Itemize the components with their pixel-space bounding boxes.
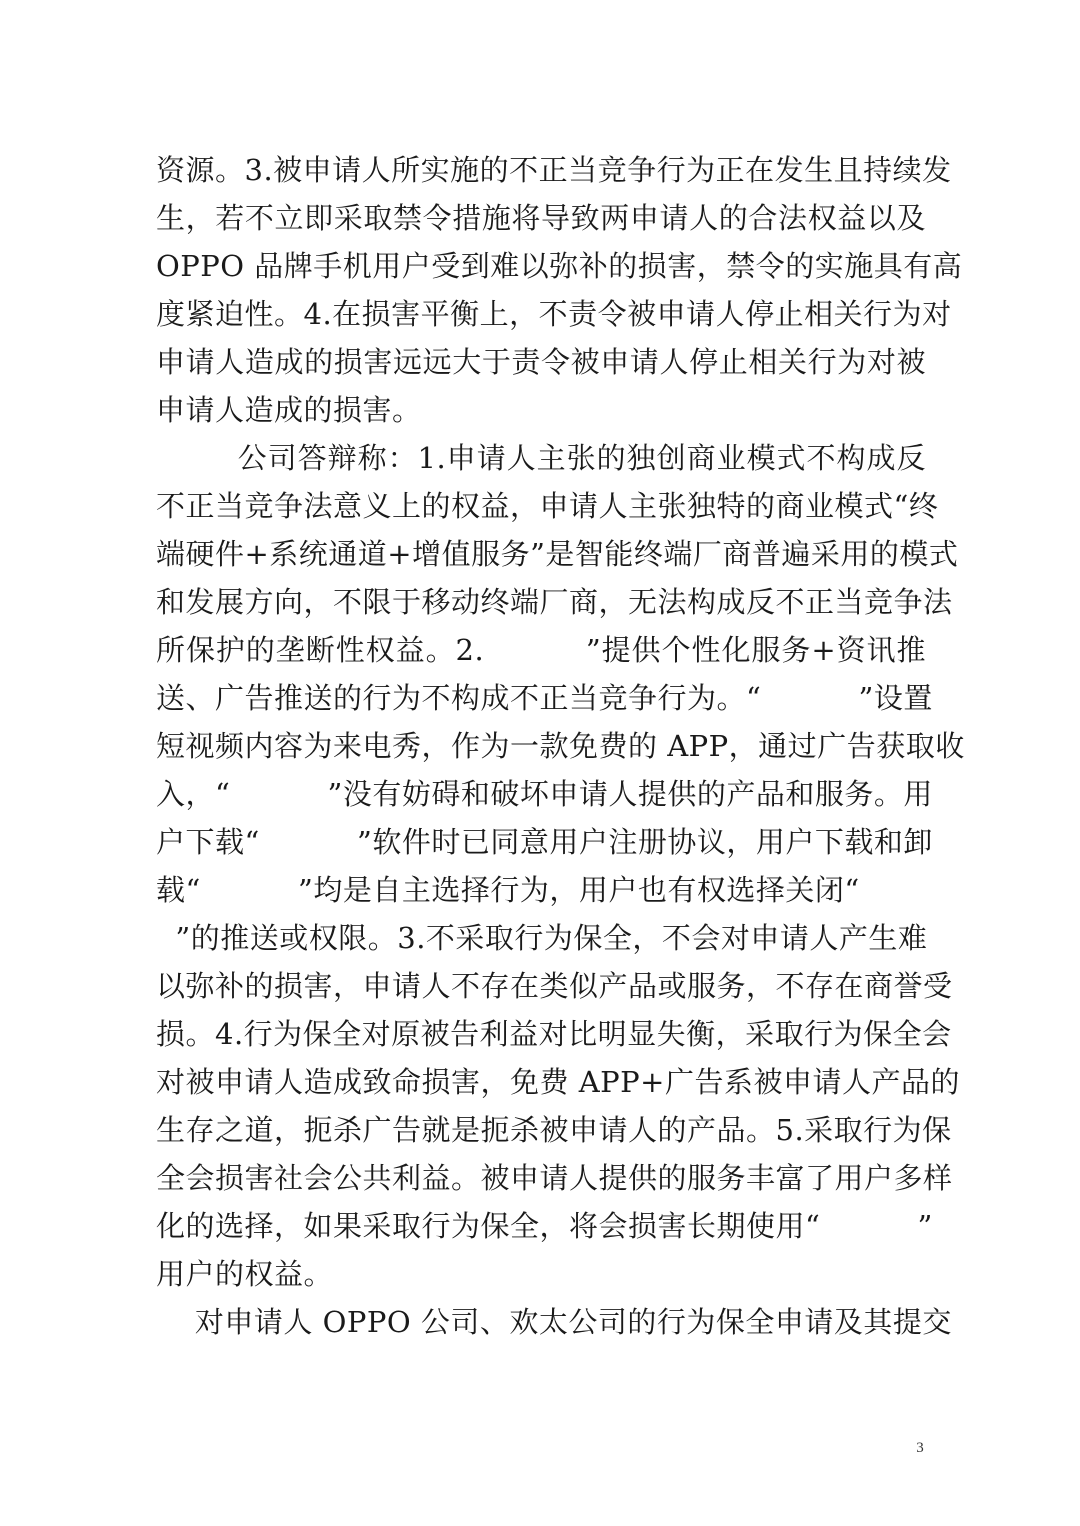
text-line: 入，“ ”没有妨碍和破坏申请人提供的产品和服务。用 — [156, 777, 933, 811]
text-line: 申请人造成的损害远远大于责令被申请人停止相关行为对被 — [156, 345, 926, 379]
text-line: 端硬件+系统通道+增值服务”是智能终端厂商普遍采用的模式 — [156, 537, 959, 571]
text-line: 对申请人 OPPO 公司、欢太公司的行为保全申请及其提交 — [156, 1305, 952, 1339]
text-line: 度紧迫性。4.在损害平衡上，不责令被申请人停止相关行为对 — [156, 297, 952, 331]
text-line: 载“ ”均是自主选择行为，用户也有权选择关闭“ — [156, 873, 860, 907]
text-line: 申请人造成的损害。 — [156, 393, 422, 427]
text-line: OPPO 品牌手机用户受到难以弥补的损害，禁令的实施具有高 — [156, 249, 963, 283]
text-line: 所保护的垄断性权益。2. ”提供个性化服务+资讯推 — [156, 633, 926, 667]
text-line: 以弥补的损害，申请人不存在类似产品或服务，不存在商誉受 — [156, 969, 953, 1003]
text-line: 损。4.行为保全对原被告利益对比明显失衡，采取行为保全会 — [156, 1017, 952, 1051]
text-line: 短视频内容为来电秀，作为一款免费的 APP，通过广告获取收 — [156, 729, 965, 763]
text-line: ”的推送或权限。3.不采取行为保全，不会对申请人产生难 — [156, 921, 928, 955]
text-line: 户下载“ ”软件时已同意用户注册协议，用户下载和卸 — [156, 825, 933, 859]
text-line: 全会损害社会公共利益。被申请人提供的服务丰富了用户多样 — [156, 1161, 953, 1195]
text-line: 和发展方向，不限于移动终端厂商，无法构成反不正当竞争法 — [156, 585, 953, 619]
page-number: 3 — [916, 1440, 924, 1456]
text-line: 公司答辩称：1.申请人主张的独创商业模式不构成反 — [156, 441, 926, 475]
text-line: 资源。3.被申请人所实施的不正当竞争行为正在发生且持续发 — [156, 153, 952, 187]
text-line: 化的选择，如果采取行为保全，将会损害长期使用“ ” — [156, 1209, 933, 1243]
text-line: 送、广告推送的行为不构成不正当竞争行为。“ ”设置 — [156, 681, 933, 715]
text-line: 对被申请人造成致命损害，免费 APP+广告系被申请人产品的 — [156, 1065, 960, 1099]
text-line: 生存之道，扼杀广告就是扼杀被申请人的产品。5.采取行为保 — [156, 1113, 952, 1147]
text-line: 生，若不立即采取禁令措施将导致两申请人的合法权益以及 — [156, 201, 926, 235]
text-line: 不正当竞争法意义上的权益，申请人主张独特的商业模式“终 — [156, 489, 939, 523]
text-line: 用户的权益。 — [156, 1257, 334, 1291]
